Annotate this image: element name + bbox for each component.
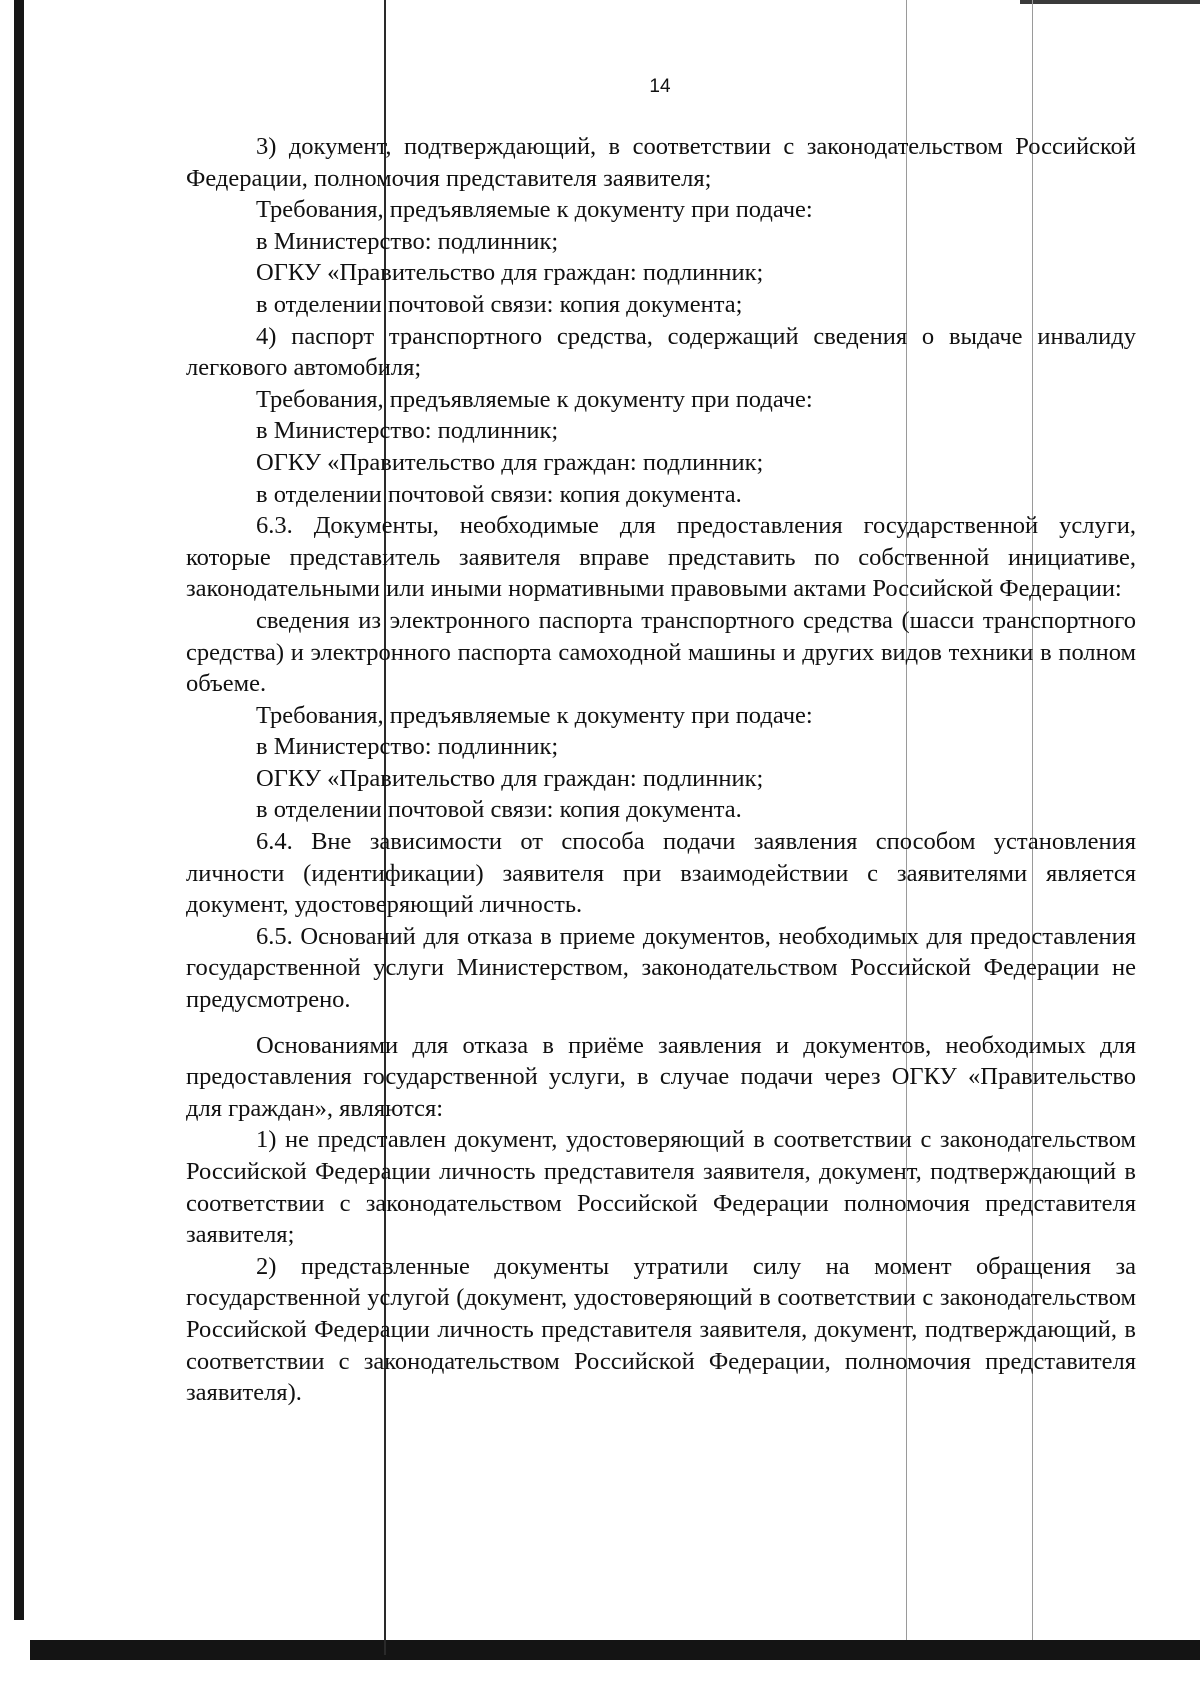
scan-edge-top	[1020, 0, 1200, 4]
paragraph: Требования, предъявляемые к документу при подаче:	[256, 385, 813, 413]
paragraph: 6.5. Оснований для отказа в приеме документов, необходимых для предоставления государственной услуги Министерством, законодательством Российской Федерации не предусмотрено.	[186, 922, 1136, 1014]
paragraph: в Министерство: подлинник;	[256, 417, 559, 445]
paragraph: Требования, предъявляемые к документу при подаче:	[256, 196, 813, 224]
paragraph: ОГКУ «Правительство для граждан: подлинник;	[256, 764, 764, 792]
paragraph: в Министерство: подлинник;	[256, 227, 559, 255]
paragraph: 1) не представлен документ, удостоверяющий в соответствии с законодательством Российской Федерации личность представителя заявителя, документ, подтверждающий в соответствии с законодательством Российской Федерации полномочия представителя заявителя;	[186, 1126, 1136, 1249]
paragraph: в Министерство: подлинник;	[256, 733, 559, 761]
paragraph: сведения из электронного паспорта транспортного средства (шасси транспортного средства) и электронного паспорта самоходной машины и других видов техники в полном объеме.	[186, 606, 1136, 698]
paragraph: 2) представленные документы утратили силу на момент обращения за государственной услугой (документ, удостоверяющий в соответствии с законодательством Российской Федерации личность представителя заявителя, документ, подтверждающий, в соответствии с законодательством Российской Федерации, полномочия представителя заявителя).	[186, 1252, 1136, 1407]
paragraph: Требования, предъявляемые к документу при подаче:	[256, 701, 813, 729]
document-body	[186, 131, 1136, 1409]
paragraph: ОГКУ «Правительство для граждан: подлинник;	[256, 259, 764, 287]
paragraph: в отделении почтовой связи: копия документа;	[256, 290, 743, 318]
paragraph: ОГКУ «Правительство для граждан: подлинник;	[256, 448, 764, 476]
paragraph: в отделении почтовой связи: копия документа.	[256, 796, 742, 824]
paragraph: в отделении почтовой связи: копия документа.	[256, 480, 742, 508]
page-number: 14	[649, 76, 671, 97]
paragraph: 3) документ, подтверждающий, в соответствии с законодательством Российской Федерации, полномочия представителя заявителя;	[186, 133, 1136, 192]
paragraph: 6.4. Вне зависимости от способа подачи заявления способом установления личности (идентификации) заявителя при взаимодействии с заявителями является документ, удостоверяющий личность.	[186, 828, 1136, 919]
paragraph: 6.3. Документы, необходимые для предоставления государственной услуги, которые представитель заявителя вправе представить по собственной инициативе, законодательными или иными нормативными правовыми актами Российской Федерации:	[186, 512, 1136, 603]
scan-edge-bottom	[30, 1640, 1200, 1660]
scan-edge-left	[14, 0, 24, 1620]
paragraph: 4) паспорт транспортного средства, содержащий сведения о выдаче инвалиду легкового автомобиля;	[186, 322, 1136, 382]
paragraph: Основаниями для отказа в приёме заявления и документов, необходимых для предоставления государственной услуги, в случае подачи через ОГКУ «Правительство для граждан», являются:	[186, 1031, 1136, 1122]
